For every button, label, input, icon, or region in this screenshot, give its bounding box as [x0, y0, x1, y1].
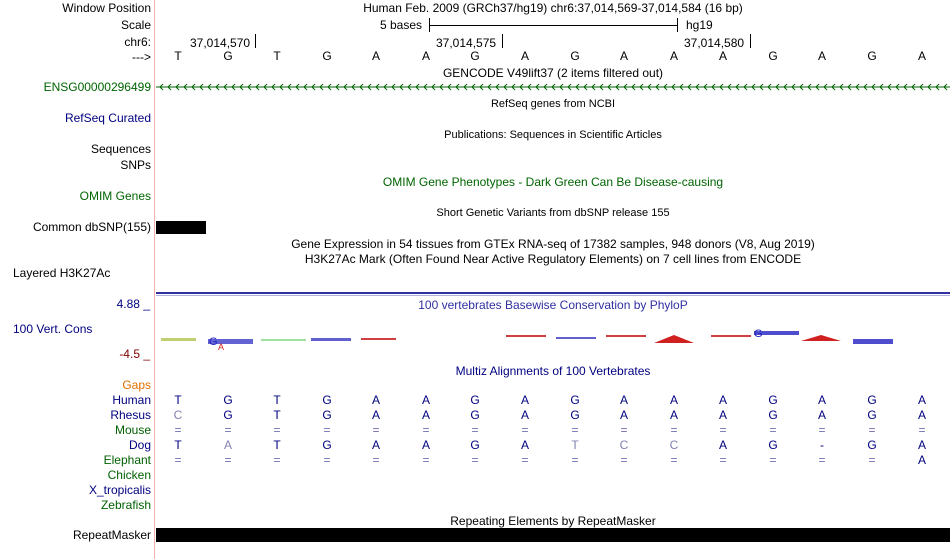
coord-tick-2	[502, 34, 503, 48]
alignment-base-elephant: =	[471, 453, 479, 467]
multiz-track-title[interactable]: Multiz Alignments of 100 Vertebrates	[455, 364, 651, 378]
seq-base: A	[718, 49, 727, 63]
species-rhesus-label: Rhesus	[110, 408, 151, 422]
h3k27ac-track-title[interactable]: H3K27Ac Mark (Often Found Near Active Regulatory Elements) on 7 cell lines from ENCODE	[304, 252, 802, 266]
alignment-base-mouse: =	[769, 423, 777, 437]
track-label-sidebar	[0, 0, 155, 559]
seq-base: A	[371, 49, 380, 63]
cons-max-label: 4.88 _	[116, 297, 150, 311]
gencode-intron-line[interactable]	[156, 82, 950, 92]
snps-track-label[interactable]: SNPs	[120, 158, 151, 172]
gaps-label: Gaps	[122, 378, 151, 392]
seq-base: G	[470, 49, 480, 63]
alignment-base-dog: G	[470, 438, 480, 452]
repeatmasker-bar[interactable]	[156, 528, 950, 542]
alignment-base-mouse: =	[670, 423, 678, 437]
species-xtropicalis-label: X_tropicalis	[88, 483, 151, 497]
alignment-base-dog: A	[421, 438, 430, 452]
coord-tick-3	[750, 34, 751, 48]
alignment-base-mouse: =	[719, 423, 727, 437]
alignment-base-dog: T	[571, 438, 579, 452]
scale-tick-right	[677, 18, 678, 32]
alignment-base-dog: G	[322, 438, 332, 452]
seq-base: A	[917, 49, 926, 63]
alignment-base-dog: G	[867, 438, 877, 452]
gencode-gene-label[interactable]: ENSG00000296499	[43, 80, 151, 94]
seq-base: A	[817, 49, 826, 63]
alignment-base-elephant: =	[372, 453, 380, 467]
dbsnp-track-title[interactable]: Short Genetic Variants from dbSNP release 155	[436, 207, 670, 219]
alignment-base-mouse: =	[273, 423, 281, 437]
svg-text:A: A	[218, 342, 225, 350]
alignment-base-rhesus: G	[470, 408, 480, 422]
seq-base: G	[570, 49, 580, 63]
scale-label: Scale	[120, 18, 151, 32]
alignment-base-mouse: =	[471, 423, 479, 437]
dbsnp-track-label[interactable]: Common dbSNP(155)	[32, 220, 151, 234]
alignment-base-elephant: A	[917, 453, 926, 467]
alignment-base-human: A	[619, 393, 628, 407]
alignment-base-dog: T	[174, 438, 182, 452]
seq-base: A	[421, 49, 430, 63]
alignment-base-dog: A	[718, 438, 727, 452]
alignment-base-human: T	[174, 393, 182, 407]
alignment-base-mouse: =	[868, 423, 876, 437]
species-zebrafish-label: Zebrafish	[100, 498, 151, 512]
phylop-logo-plot[interactable]	[156, 325, 950, 350]
alignment-base-human: G	[470, 393, 480, 407]
alignment-base-human: G	[570, 393, 580, 407]
species-mouse-label: Mouse	[114, 423, 151, 437]
omim-track-label[interactable]: OMIM Genes	[79, 189, 151, 203]
alignment-base-elephant: =	[521, 453, 529, 467]
phylop-track-title[interactable]: 100 vertebrates Basewise Conservation by PhyloP	[418, 298, 688, 312]
alignment-base-rhesus: G	[322, 408, 332, 422]
alignment-base-human: T	[273, 393, 281, 407]
alignment-base-dog: C	[669, 438, 679, 452]
seq-base: A	[669, 49, 678, 63]
alignment-base-human: A	[669, 393, 678, 407]
species-elephant-label: Elephant	[103, 453, 151, 467]
alignment-base-dog: G	[768, 438, 778, 452]
alignment-base-rhesus: A	[421, 408, 430, 422]
alignment-base-rhesus: G	[768, 408, 778, 422]
gencode-track-title[interactable]: GENCODE V49lift37 (2 items filtered out)	[442, 66, 664, 80]
sequences-track-label[interactable]: Sequences	[90, 142, 151, 156]
alignment-base-elephant: =	[620, 453, 628, 467]
alignment-base-human: G	[867, 393, 877, 407]
alignment-base-elephant: =	[273, 453, 281, 467]
seq-base: G	[768, 49, 778, 63]
alignment-base-rhesus: G	[867, 408, 877, 422]
scale-db: hg19	[686, 18, 713, 32]
alignment-base-elephant: =	[818, 453, 826, 467]
species-chicken-label: Chicken	[107, 468, 151, 482]
scale-text: 5 bases	[380, 18, 423, 32]
alignment-base-mouse: =	[224, 423, 232, 437]
track-divider-light	[156, 295, 950, 296]
coord-tick-1	[255, 34, 256, 48]
chrom-label: chr6:	[124, 35, 151, 49]
repeatmasker-track-label[interactable]: RepeatMasker	[72, 528, 151, 542]
seq-base: G	[867, 49, 877, 63]
alignment-base-elephant: =	[571, 453, 579, 467]
alignment-base-dog: A	[917, 438, 926, 452]
coord-label-1: 37,014,570	[190, 36, 251, 50]
scale-line	[429, 25, 677, 26]
alignment-base-rhesus: A	[917, 408, 926, 422]
alignment-base-human: A	[817, 393, 826, 407]
alignment-base-elephant: =	[224, 453, 232, 467]
alignment-base-mouse: =	[174, 423, 182, 437]
seq-base: T	[273, 49, 281, 63]
alignment-base-human: G	[322, 393, 332, 407]
alignment-base-mouse: =	[422, 423, 430, 437]
assembly-position-title: Human Feb. 2009 (GRCh37/hg19) chr6:37,014,569-37,014,584 (16 bp)	[363, 1, 743, 15]
seq-base: G	[322, 49, 332, 63]
alignment-base-elephant: =	[422, 453, 430, 467]
alignment-base-mouse: =	[620, 423, 628, 437]
alignment-base-rhesus: G	[570, 408, 580, 422]
alignment-base-rhesus: A	[371, 408, 380, 422]
alignment-base-human: A	[917, 393, 926, 407]
alignment-base-mouse: =	[521, 423, 529, 437]
alignment-base-rhesus: A	[520, 408, 529, 422]
alignment-base-elephant: =	[868, 453, 876, 467]
alignment-base-dog: -	[820, 438, 824, 452]
alignment-base-human: G	[768, 393, 778, 407]
h3k27ac-track-label[interactable]: Layered H3K27Ac	[13, 266, 111, 280]
dbsnp-variant-block[interactable]	[156, 221, 206, 234]
alignment-base-elephant: =	[769, 453, 777, 467]
alignment-base-human: A	[421, 393, 430, 407]
alignment-base-rhesus: C	[173, 408, 183, 422]
gtex-track-title[interactable]: Gene Expression in 54 tissues from GTEx RNA-seq of 17382 samples, 948 donors (V8, Aug 2019)	[291, 237, 815, 251]
alignment-base-mouse: =	[372, 423, 380, 437]
alignment-base-rhesus: G	[223, 408, 233, 422]
refseq-track-label[interactable]: RefSeq Curated	[64, 111, 151, 125]
cons-min-label: -4.5 _	[119, 347, 150, 361]
coord-label-3: 37,014,580	[684, 36, 745, 50]
seq-base: T	[174, 49, 182, 63]
alignment-base-rhesus: T	[273, 408, 281, 422]
track-divider	[156, 292, 950, 294]
alignment-base-mouse: =	[918, 423, 926, 437]
alignment-base-elephant: =	[323, 453, 331, 467]
alignment-base-human: A	[371, 393, 380, 407]
alignment-base-dog: A	[223, 438, 232, 452]
alignment-base-mouse: =	[818, 423, 826, 437]
alignment-base-rhesus: A	[718, 408, 727, 422]
seq-base: A	[520, 49, 529, 63]
alignment-base-human: A	[520, 393, 529, 407]
alignment-base-mouse: =	[571, 423, 579, 437]
alignment-base-dog: A	[371, 438, 380, 452]
refseq-track-title[interactable]: RefSeq genes from NCBI	[490, 98, 616, 110]
alignment-base-mouse: =	[323, 423, 331, 437]
alignment-base-elephant: =	[719, 453, 727, 467]
repeatmasker-track-title[interactable]: Repeating Elements by RepeatMasker	[450, 514, 656, 528]
alignment-base-dog: A	[520, 438, 529, 452]
alignment-base-dog: T	[273, 438, 281, 452]
omim-track-title[interactable]: OMIM Gene Phenotypes - Dark Green Can Be Disease-causing	[382, 175, 724, 189]
strand-arrow-label: --->	[132, 50, 151, 64]
alignment-base-rhesus: A	[619, 408, 628, 422]
alignment-base-elephant: =	[670, 453, 678, 467]
alignment-base-rhesus: A	[669, 408, 678, 422]
species-human-label: Human	[112, 393, 151, 407]
publications-track-title[interactable]: Publications: Sequences in Scientific Articles	[444, 129, 662, 141]
coord-label-2: 37,014,575	[436, 36, 497, 50]
alignment-base-dog: C	[619, 438, 629, 452]
alignment-base-elephant: =	[174, 453, 182, 467]
window-position-label: Window Position	[62, 1, 151, 15]
alignment-base-human: G	[223, 393, 233, 407]
species-dog-label: Dog	[128, 438, 151, 452]
alignment-base-human: A	[718, 393, 727, 407]
seq-base: G	[223, 49, 233, 63]
cons-track-label[interactable]: 100 Vert. Cons	[13, 322, 93, 336]
seq-base: A	[619, 49, 628, 63]
genome-browser-image[interactable]	[156, 0, 950, 559]
alignment-base-rhesus: A	[817, 408, 826, 422]
